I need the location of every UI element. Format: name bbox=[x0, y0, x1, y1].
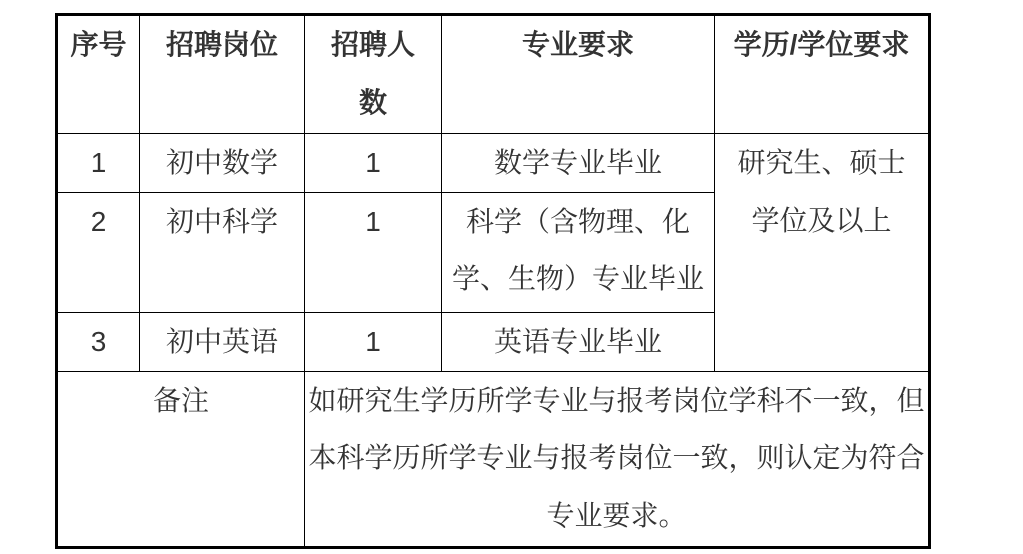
cell-major-2-text: 科学（含物理、化学、生物）专业毕业 bbox=[452, 205, 705, 294]
education-requirement-text: 研究生、硕士学位及以上 bbox=[737, 147, 906, 236]
remark-text-cell: 如研究生学历所学专业与报考岗位学科不一致，但本科学历所学专业与报考岗位一致，则认定为符合专业要求。 bbox=[305, 371, 930, 547]
cell-major-1: 数学专业毕业 bbox=[442, 134, 715, 193]
header-row bbox=[57, 15, 930, 134]
cell-headcount-3: 1 bbox=[305, 312, 442, 371]
cell-index-1: 1 bbox=[57, 134, 140, 193]
header-headcount bbox=[305, 15, 442, 134]
cell-headcount-1: 1 bbox=[305, 134, 442, 193]
header-position: 招聘岗位 bbox=[140, 15, 305, 134]
remark-row bbox=[57, 371, 930, 547]
cell-major-3: 英语专业毕业 bbox=[442, 312, 715, 371]
cell-index-2: 2 bbox=[57, 192, 140, 312]
cell-headcount-2: 1 bbox=[305, 192, 442, 312]
job-row-1 bbox=[57, 134, 930, 193]
cell-major-2 bbox=[442, 192, 715, 312]
cell-index-3: 3 bbox=[57, 312, 140, 371]
remark-label-cell: 备注 bbox=[57, 371, 305, 547]
cell-position-3: 初中英语 bbox=[140, 312, 305, 371]
header-education: 学历/学位要求 bbox=[715, 15, 930, 134]
header-headcount-label: 招聘人数 bbox=[331, 29, 416, 118]
cell-education-requirement bbox=[715, 134, 930, 372]
header-major: 专业要求 bbox=[442, 15, 715, 134]
cell-position-2: 初中科学 bbox=[140, 192, 305, 312]
cell-position-1: 初中数学 bbox=[140, 134, 305, 193]
recruitment-table bbox=[55, 13, 931, 549]
header-index: 序号 bbox=[57, 15, 140, 134]
